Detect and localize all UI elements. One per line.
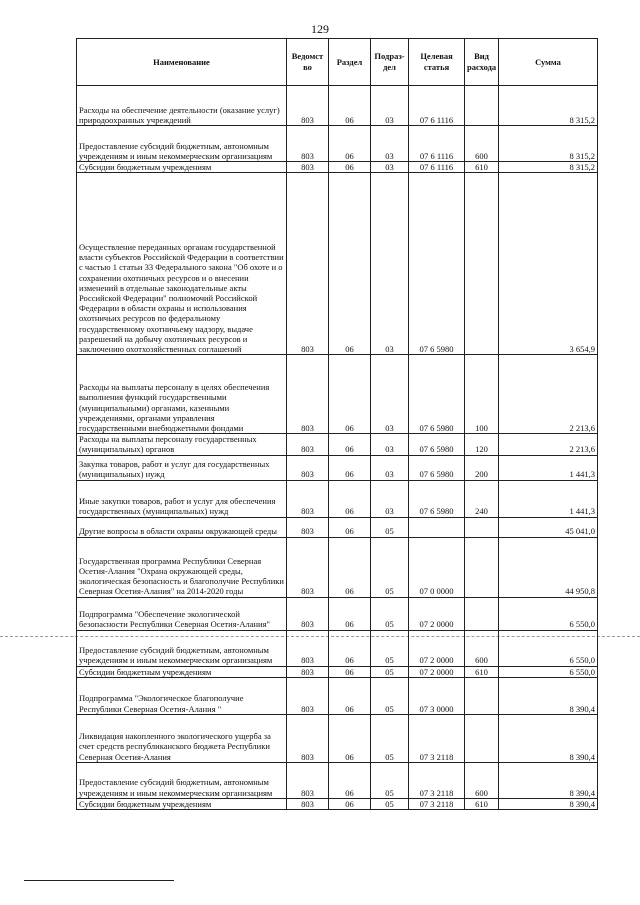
row-section: 06	[329, 630, 371, 666]
row-exp-type: 600	[465, 126, 499, 162]
row-target: 07 2 0000	[409, 666, 465, 677]
row-name: Государственная программа Республики Северная Осетия-Алания "Охрана окружающей среды, экологическая безопасность и благополучие Республики Северная Осетия-Алания" на 2014-2020 годы	[77, 537, 287, 597]
row-section: 06	[329, 597, 371, 630]
row-name: Предоставление субсидий бюджетным, автономным учреждениям и иным некоммерческим организациям	[77, 762, 287, 798]
row-dept: 803	[287, 666, 329, 677]
row-section: 06	[329, 677, 371, 714]
row-name: Закупка товаров, работ и услуг для государственных (муниципальных) нужд	[77, 455, 287, 480]
header-dept: Ведомст во	[287, 39, 329, 86]
row-amount: 8 390,4	[499, 798, 598, 809]
row-dept: 803	[287, 355, 329, 434]
row-section: 06	[329, 517, 371, 537]
row-subsection: 03	[371, 173, 409, 355]
row-target: 07 3 2118	[409, 714, 465, 762]
row-subsection: 05	[371, 666, 409, 677]
row-subsection: 05	[371, 597, 409, 630]
row-exp-type: 610	[465, 666, 499, 677]
table-row	[77, 597, 598, 630]
row-amount: 8 315,2	[499, 162, 598, 173]
table-row	[77, 86, 598, 126]
row-section: 06	[329, 86, 371, 126]
row-section: 06	[329, 126, 371, 162]
row-dept: 803	[287, 597, 329, 630]
row-target: 07 6 5980	[409, 455, 465, 480]
table-row	[77, 162, 598, 173]
row-name: Предоставление субсидий бюджетным, автономным учреждениям и иным некоммерческим организациям	[77, 630, 287, 666]
row-subsection: 03	[371, 480, 409, 517]
row-dept: 803	[287, 434, 329, 455]
row-section: 06	[329, 173, 371, 355]
row-name: Расходы на выплаты персоналу государственных (муниципальных) органов	[77, 434, 287, 455]
row-amount: 8 390,4	[499, 677, 598, 714]
row-name: Предоставление субсидий бюджетным, автономным учреждениям и иным некоммерческим организациям	[77, 126, 287, 162]
row-section: 06	[329, 537, 371, 597]
row-target: 07 6 5980	[409, 434, 465, 455]
row-amount: 45 041,0	[499, 517, 598, 537]
row-target: 07 2 0000	[409, 597, 465, 630]
row-amount: 6 550,0	[499, 666, 598, 677]
row-target: 07 3 2118	[409, 798, 465, 809]
row-name: Подпрограмма "Обеспечение экологической безопасности Республики Северная Осетия-Алания"	[77, 597, 287, 630]
row-subsection: 05	[371, 517, 409, 537]
row-subsection: 05	[371, 762, 409, 798]
row-exp-type: 600	[465, 762, 499, 798]
row-section: 06	[329, 798, 371, 809]
row-subsection: 03	[371, 162, 409, 173]
row-exp-type: 240	[465, 480, 499, 517]
row-section: 06	[329, 434, 371, 455]
row-exp-type	[465, 677, 499, 714]
row-dept: 803	[287, 630, 329, 666]
row-amount: 8 390,4	[499, 762, 598, 798]
row-name: Подпрограмма "Экологическое благополучие Республики Северная Осетия-Алания "	[77, 677, 287, 714]
row-name: Иные закупки товаров, работ и услуг для обеспечения государственных (муниципальных) нужд	[77, 480, 287, 517]
row-target	[409, 517, 465, 537]
row-target: 07 3 0000	[409, 677, 465, 714]
table-row	[77, 666, 598, 677]
row-section: 06	[329, 455, 371, 480]
row-name: Субсидии бюджетным учреждениям	[77, 666, 287, 677]
row-name: Другие вопросы в области охраны окружающей среды	[77, 517, 287, 537]
row-exp-type	[465, 86, 499, 126]
row-target: 07 6 5980	[409, 480, 465, 517]
footnote-line	[24, 880, 174, 881]
row-subsection: 05	[371, 677, 409, 714]
table-row	[77, 714, 598, 762]
row-dept: 803	[287, 517, 329, 537]
page-number: 129	[311, 22, 329, 36]
row-exp-type	[465, 537, 499, 597]
row-dept: 803	[287, 126, 329, 162]
row-target: 07 6 5980	[409, 355, 465, 434]
table-row	[77, 355, 598, 434]
row-exp-type: 120	[465, 434, 499, 455]
header-target: Целевая статья	[409, 39, 465, 86]
row-name: Субсидии бюджетным учреждениям	[77, 798, 287, 809]
row-target: 07 6 1116	[409, 162, 465, 173]
table-row	[77, 537, 598, 597]
row-dept: 803	[287, 798, 329, 809]
row-name: Ликвидация накопленного экологического ущерба за счет средств республиканского бюджета Республики Северная Осетия-Алания	[77, 714, 287, 762]
table-row	[77, 762, 598, 798]
row-amount: 8 390,4	[499, 714, 598, 762]
row-exp-type: 100	[465, 355, 499, 434]
row-amount: 3 654,9	[499, 173, 598, 355]
table-row	[77, 434, 598, 455]
row-section: 06	[329, 666, 371, 677]
row-subsection: 03	[371, 355, 409, 434]
row-dept: 803	[287, 480, 329, 517]
row-target: 07 6 1116	[409, 86, 465, 126]
row-dept: 803	[287, 86, 329, 126]
row-exp-type	[465, 517, 499, 537]
row-exp-type	[465, 714, 499, 762]
budget-table	[76, 38, 598, 810]
table-row	[77, 517, 598, 537]
row-exp-type: 600	[465, 630, 499, 666]
table-row	[77, 798, 598, 809]
row-subsection: 05	[371, 630, 409, 666]
row-section: 06	[329, 355, 371, 434]
row-subsection: 03	[371, 86, 409, 126]
row-name: Расходы на обеспечение деятельности (оказание услуг) природоохранных учреждений	[77, 86, 287, 126]
table-row	[77, 126, 598, 162]
row-amount: 6 550,0	[499, 630, 598, 666]
row-subsection: 05	[371, 537, 409, 597]
table-row	[77, 630, 598, 666]
row-amount: 2 213,6	[499, 434, 598, 455]
header-exp-type: Вид расхода	[465, 39, 499, 86]
row-amount: 44 950,8	[499, 537, 598, 597]
row-target: 07 2 0000	[409, 630, 465, 666]
table-row	[77, 173, 598, 355]
row-amount: 8 315,2	[499, 86, 598, 126]
row-dept: 803	[287, 173, 329, 355]
row-exp-type: 610	[465, 162, 499, 173]
row-name: Субсидии бюджетным учреждениям	[77, 162, 287, 173]
row-dept: 803	[287, 762, 329, 798]
row-amount: 1 441,3	[499, 480, 598, 517]
row-dept: 803	[287, 162, 329, 173]
row-amount: 2 213,6	[499, 355, 598, 434]
row-subsection: 05	[371, 714, 409, 762]
row-section: 06	[329, 162, 371, 173]
row-section: 06	[329, 480, 371, 517]
row-section: 06	[329, 714, 371, 762]
header-section: Раздел	[329, 39, 371, 86]
row-amount: 1 441,3	[499, 455, 598, 480]
row-subsection: 03	[371, 434, 409, 455]
header-row	[77, 39, 598, 86]
row-name: Расходы на выплаты персоналу в целях обеспечения выполнения функций государственными (муниципальными) органами, казенными учреждениями, органами управления государственными внебюджетными фондами	[77, 355, 287, 434]
row-target: 07 6 1116	[409, 126, 465, 162]
row-amount: 8 315,2	[499, 126, 598, 162]
row-dept: 803	[287, 677, 329, 714]
row-target: 07 0 0000	[409, 537, 465, 597]
row-exp-type: 200	[465, 455, 499, 480]
row-subsection: 03	[371, 455, 409, 480]
row-subsection: 03	[371, 126, 409, 162]
row-name: Осуществление переданных органам государственной власти субъектов Российской Федерации в соответствии с частью 1 статьи 33 Федерального закона "Об охоте и о сохранении охотничьих ресурсов и о внесении изменений в отдельные законодательные акты Российской Федерации" полномочий Российской Федерации в области охраны и использования охотничьих ресурсов по федеральному государственному охотничьему надзору, выдаче разрешений на добычу охотничьих ресурсов и заключению охотхозяйственных соглашений	[77, 173, 287, 355]
row-exp-type	[465, 173, 499, 355]
table-row	[77, 455, 598, 480]
row-target: 07 6 5980	[409, 173, 465, 355]
table-row	[77, 677, 598, 714]
row-dept: 803	[287, 714, 329, 762]
row-dept: 803	[287, 537, 329, 597]
row-dept: 803	[287, 455, 329, 480]
row-subsection: 05	[371, 798, 409, 809]
row-exp-type	[465, 597, 499, 630]
row-section: 06	[329, 762, 371, 798]
row-amount: 6 550,0	[499, 597, 598, 630]
header-name: Наименование	[77, 39, 287, 86]
row-target: 07 3 2118	[409, 762, 465, 798]
header-subsection: Подраз- дел	[371, 39, 409, 86]
row-exp-type: 610	[465, 798, 499, 809]
header-amount: Сумма	[499, 39, 598, 86]
table-row	[77, 480, 598, 517]
